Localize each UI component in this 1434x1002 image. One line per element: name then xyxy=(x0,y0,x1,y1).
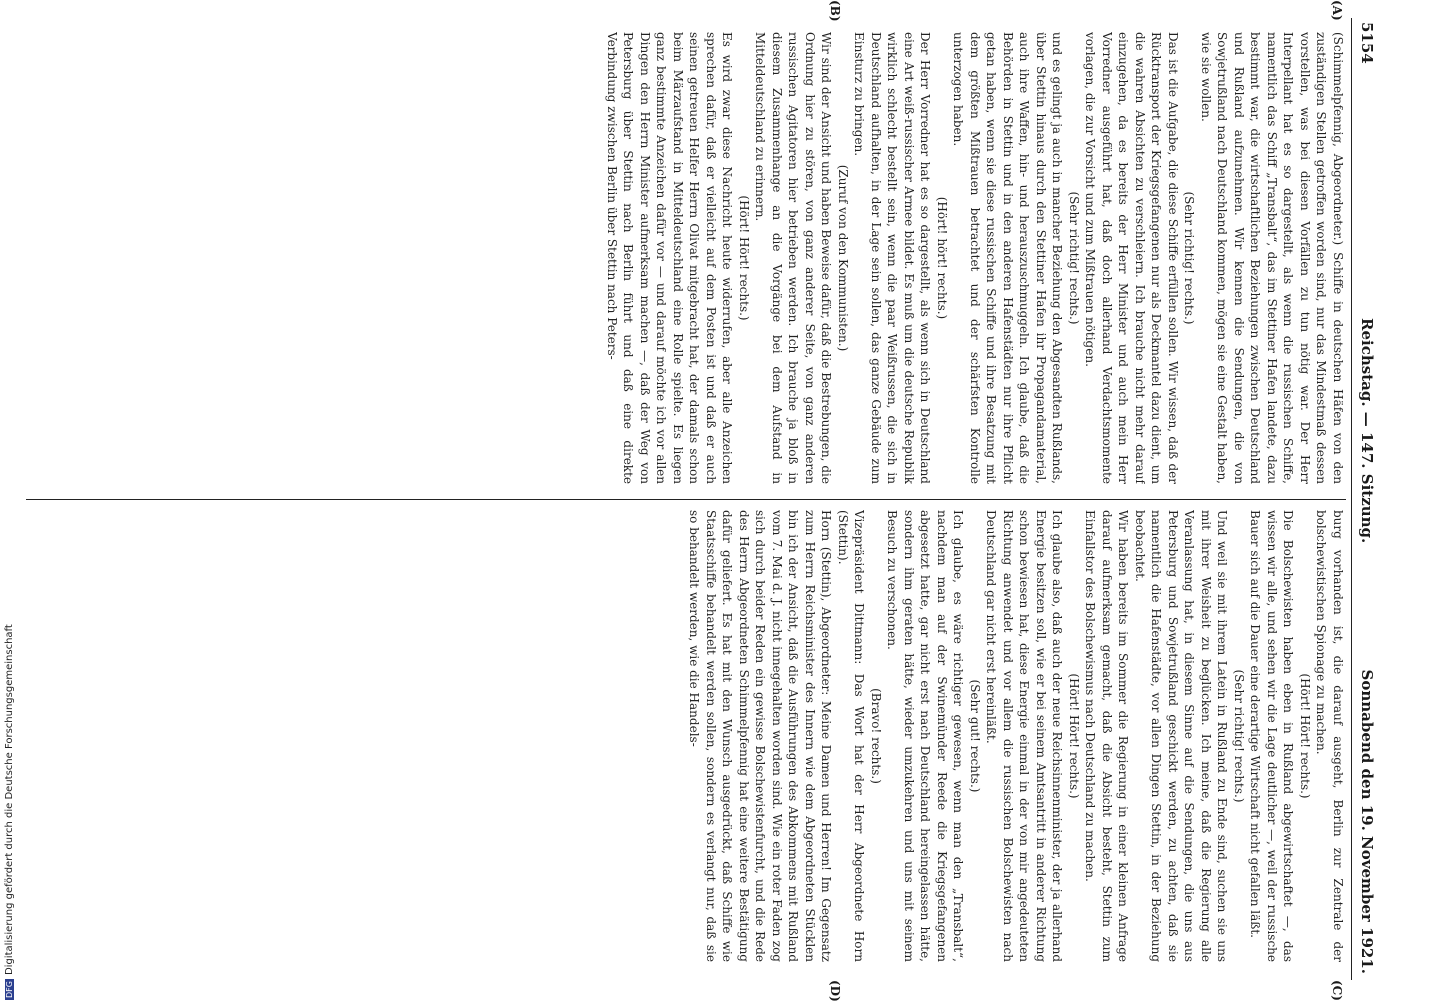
paragraph: und es gelingt ja auch in mancher Beziehung den Abgesandten Rußlands, über Stettin hinaus durch den Stettiner Hafen ihr Propagandamaterial, auch ihre Waffen, hin- und herauszuschmuggeln. Ich glaube, daß die Behörden in Stettin und in den anderen Hafenstädten nur ihre Pflicht getan haben, wenn sie diese russischen Schiffe und ihre Besatzung mit dem größten Mißtrauen betrachtet und der schärfsten Kontrolle unterzogen haben. xyxy=(951,32,1065,484)
interjection: (Hört! Hört! rechts.) xyxy=(737,195,751,321)
paragraph: Wir haben bereits im Sommer die Regierung in einer kleinen Anfrage darauf aufmerksam gemacht, daß die Absicht besteht, Stettin zum Einfallstor des Bolschewismus nach Deutschland zu machen. xyxy=(1083,510,1131,962)
page-number: 5154 xyxy=(1358,22,1376,64)
interjection: (Sehr gut! rechts.) xyxy=(968,679,982,793)
paragraph: (Schimmelpfennig, Abgeordneter.) Schiffe in deutschen Häfen von den zuständigen Stellen getroffen worden sind, nur das Mindestmaß dessen vorstellen, was bei diesen Vorfällen zu tun nötig war. Der Herr Interpellant hat es so dargestellt, als wenn die russischen Schiffe, namentlich das Schiff „Transbalt“, das im Stettiner Hafen landete, dazu bestimmt war, die wirtschaftlichen Beziehungen zwischen Deutschland und Rußland aufzunehmen. Wir kennen die Sendungen, die von Sowjetrußland nach Deutschland kommen, mögen sie eine Gestalt haben, wie sie wollen. xyxy=(1199,32,1345,484)
paragraph: Ich glaube also, daß auch der neue Reichsinnenminister, der ja allerhand Energie besitzen soll, wie er bei seinem Amtsantritt in anderer Richtung schon bewiesen hat, diese Energie einmal in der von mir angedeuteten Richtung anwendet und vor allem die russischen Bolschewisten nach Deutschland gar nicht erst hereinläßt. xyxy=(984,510,1065,962)
side-mark-c: (C) xyxy=(1330,980,1344,1001)
interjection: (Hört! Hört! rechts.) xyxy=(1067,673,1081,799)
paragraph: Der Herr Vorredner hat es so dargestellt, als wenn sich in Deutschland eine Art weiß-russischer Armee bildet. Es muß um die deutsche Republik wirklich schlecht bestellt sein, wenn die paar Weißrussen, die sich in Deutschland aufhalten, in der Lage sein sollen, das ganze Gebäude zum Einsturz zu bringen. xyxy=(852,32,933,484)
interjection: (Hört! hört! rechts.) xyxy=(935,196,949,320)
paragraph: Es wird zwar diese Nachricht heute widerrufen, aber alle Anzeichen sprechen dafür, daß er vielleicht auf dem Posten ist und daß er auch seinen getreuen Helfer Herrn Olivat mitgebracht hat, der damals schon beim Märzaufstand in Mitteldeutschland eine Rolle spielte. Es liegen ganz bestimmte Anzeichen dafür vor — und darauf möchte ich vor allen Dingen den Herrn Minister aufmerksam machen —, daß der Weg von Petersburg über Stettin nach Berlin führt und daß eine direkte Verbindung zwischen Berlin über Stettin nach Peters- xyxy=(605,32,735,484)
interjection: (Sehr richtig! rechts.) xyxy=(1232,669,1246,803)
interjection: (Zuruf von den Kommunisten.) xyxy=(836,164,850,352)
left-column xyxy=(26,32,1346,484)
paragraph: Ich glaube, es wäre richtiger gewesen, wenn man den „Transbalt“, nachdem man auf der Swinemünder Reede die Kriegsgefangenen abgesetzt hatte, gar nicht erst nach Deutschland hereingelassen hätte, sondern ihm geraten hätte, wieder umzukehren und uns mit seinem Besuch zu verschonen. xyxy=(885,510,966,962)
interjection: (Sehr richtig! rechts.) xyxy=(1067,191,1081,325)
page-title: Reichstag. — 147. Sitzung. xyxy=(1358,318,1376,544)
paragraph: Die Bolschewisten haben eben in Rußland abgewirtschaftet —, das wissen wir alle, und sehen wir die Lage deutlicher —, weil der russische Bauer sich auf die Dauer eine derartige Wirtschaft nicht gefallen läßt. xyxy=(1248,510,1296,962)
dfg-logo: DFG xyxy=(5,981,14,998)
interjection: (Sehr richtig! rechts.) xyxy=(1182,191,1197,325)
header-rule xyxy=(1351,18,1352,980)
side-mark-a: (A) xyxy=(1330,0,1344,21)
side-mark-d: (D) xyxy=(828,980,842,1002)
side-mark-b: (B) xyxy=(828,0,842,22)
paragraph: Und weil sie mit ihrem Latein in Rußland zu Ende sind, suchen sie uns mit ihrer Weisheit zu beglücken. Ich meine, daß die Regierung alle Veranlassung hat, in diesem Sinne auf die Sendungen, die uns aus Petersburg und Sowjetrußland geschickt werden, zu achten, daß sie namentlich die Hafenstädte, vor allen Dingen Stettin, in der Beziehung beobachtet. xyxy=(1133,510,1230,962)
page-header xyxy=(1352,18,1382,980)
session-date: Sonnabend den 19. November 1921. xyxy=(1358,669,1376,974)
paragraph: Das ist die Aufgabe, die diese Schiffe erfüllen sollen. Wir wissen, daß der Rücktransport der Kriegsgefangenen nur als Deckmantel dazu dient, um die wahren Absichten zu verschleiern. Ich brauche nicht mehr darauf einzugehen, da es bereits der Herr Minister und auch mein Herr Vorredner ausgeführt hat, daß doch allerhand Verdachtsmomente vorlagen, die zur Vorsicht und zum Mißtrauen nötigen. xyxy=(1083,32,1180,484)
paragraph: Horn (Stettin), Abgeordneter: Meine Damen und Herren! Im Gegensatz zum Herrn Reichsminister des Innern wie dem Abgeordneten Stücklen bin ich der Ansicht, daß die Ausführungen des Abkommens mit Rußland vom 7. Mai d. J. nicht innegehalten worden sind. Wie ein roter Faden zog sich durch beider Reden ein gewisse Bolschewistenfurcht, und die Rede des Herrn Abgeordneten Schimmelpfennig hat eine weitere Bestätigung dafür geliefert. Es hat mit den Wunsch ausgedrückt, daß Schiffe wie Staatsschiffe behandelt werden sollen, sondern es verlangt nur, daß sie so behandelt werden, wie die Handels- xyxy=(687,510,834,962)
credit-text: Digitalisierung gefördert durch die Deutsche Forschungsgemeinschaft xyxy=(4,624,15,976)
interjection: (Bravo! rechts.) xyxy=(869,688,883,784)
speaker-intro: Vizepräsident Dittmann: Das Wort hat der Herr Abgeordnete Horn (Stettin). xyxy=(836,510,867,962)
paragraph: burg vorhanden ist, die darauf ausgeht, Berlin zur Zentrale der bolschewistischen Spionage zu machen. xyxy=(1314,510,1345,962)
digitization-credit xyxy=(4,0,15,1000)
right-column xyxy=(26,510,1346,962)
rotated-page xyxy=(16,0,1382,1002)
interjection: (Hört! Hört! rechts.) xyxy=(1298,673,1312,799)
paragraph: Wir sind der Ansicht und haben Beweise dafür, daß die Bestrebungen, die Ordnung hier zu stören, von ganz anderer Seite, von ganz anderen russischen Agitatoren hier betrieben werden. Ich brauche ja bloß in diesem Zusammenhange an die Vorgänge bei dem Aufstand in Mitteldeutschland zu erinnern. xyxy=(753,32,834,484)
column-divider xyxy=(26,499,1346,500)
